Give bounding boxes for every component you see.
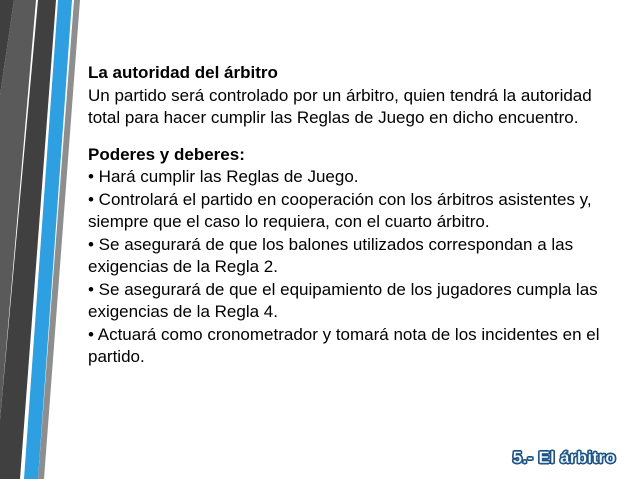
section-body-authority: Un partido será controlado por un árbitro, quien tendrá la autoridad total para hacer cumplir las Reglas de Juego en dicho encuentro. bbox=[88, 85, 592, 127]
slide-footer-title: 5.- El árbitro bbox=[512, 448, 616, 467]
bullet-item: • Hará cumplir las Reglas de Juego. bbox=[88, 167, 359, 186]
decorative-stripes bbox=[0, 0, 100, 479]
section-title-powers: Poderes y deberes: bbox=[88, 144, 245, 164]
slide-content bbox=[88, 62, 608, 369]
bullet-item: • Se asegurará de que el equipamiento de los jugadores cumpla las exigencias de la Regla 4. bbox=[88, 279, 598, 321]
bullet-item: • Controlará el partido en cooperación con los árbitros asistentes y, siempre que el caso lo requiera, con el cuarto árbitro. bbox=[88, 189, 592, 231]
bullet-item: • Actuará como cronometrador y tomará nota de los incidentes en el partido. bbox=[88, 324, 600, 366]
bullet-item: • Se asegurará de que los balones utilizados correspondan a las exigencias de la Regla 2. bbox=[88, 234, 574, 276]
section-title-authority: La autoridad del árbitro bbox=[88, 63, 278, 82]
